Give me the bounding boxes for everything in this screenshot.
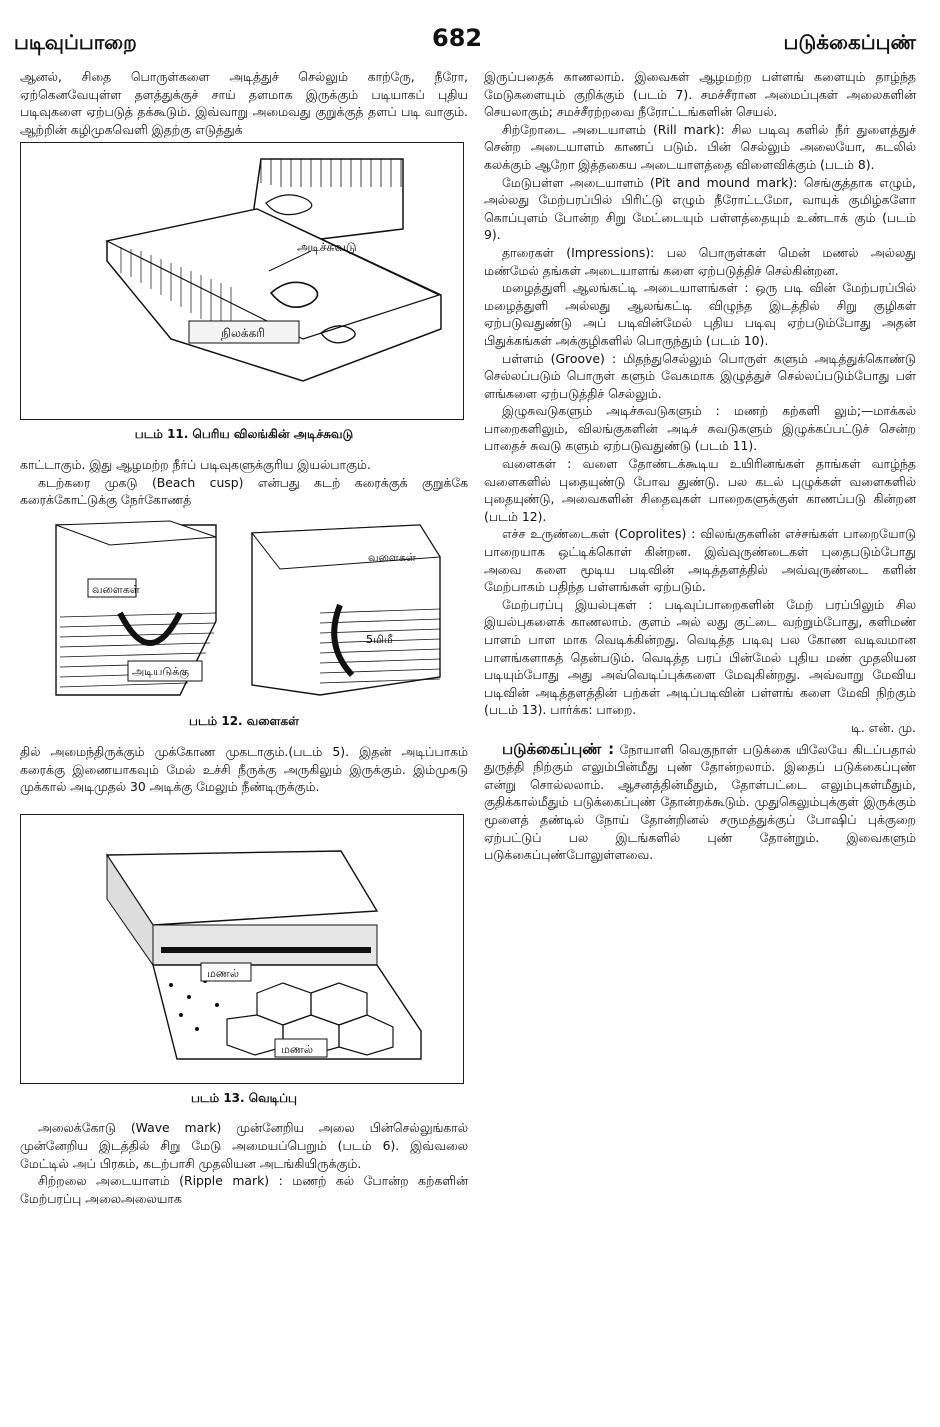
paragraph: மேடுபள்ள அடையாளம் (Pit and mound mark): செங்குத்தாக எழும், அல்லது மேற்பரப்பில் பிரிட்டு எழும் நீரோட்டமோ, வாயுக் குமிழ்களோ கொப்புளம் போன்ற சிறு மேட்டையும் பள்ளத்தையும் உண்டாக் கும் (படம் 9). [484,174,916,243]
paragraph: பள்ளம் (Groove) : மிதந்துசெல்லும் பொருள் களும் அடித்துக்கொண்டு செல்லப்படும் பொருள் களும் வேகமாக இழுத்துச் செல்லப்படும்போது பள் ளங்களை ஏற்படுத்திச் செல்லும். [484,350,916,401]
paragraph: சிற்றோடை அடையாளம் (Rill mark): சில படிவு களில் நீர் துளைத்துச் சென்ற அடையாளம் காணப் படும். பின் செல்லும் அலையோ, கடலில் கலக்கும் ஆறோ இத்தகைய அடையாளத்தை விளைவிக்கும் (படம் 8). [484,121,916,172]
paragraph: மேற்பரப்பு இயல்புகள் : படிவுப்பாறைகளின் மேற் பரப்பிலும் சில இயல்புகளைக் காணலாம். குளம் அல் லது குட்டை வற்றும்போது, களிமண் பாளம் பாள மாக வெடிக்கின்றது. வெடித்த படிவு பல கோண வடிவமான பாளங்களாகத் தென்படும். வெடித்த பரப் பின்மேல் புதிய மண் முதலியன படியும்போது அது அவ்வெடிப்புக்களை மேவுகின்றது. அவ்வாறு மேவிய படிவின் அடித்தளத்தின் பற்கள் அடிப்படிவின் பள்ளங் களை மேவி நிற்கும் (படம் 13). பார்க்க: பாறை. [484,596,916,718]
figure-11 [20,142,468,444]
right-column [484,68,916,864]
running-head-right: படுக்கைப்புண் [783,30,916,54]
mudcrack-illustration [21,815,463,1083]
figure-12-label-surface: 5மிமீ [366,632,393,646]
paragraph: காட்டாகும். இது ஆழமற்ற நீர்ப் படிவுகளுக்குரிய இயல்பாகும். [20,456,371,472]
author-signature: டி. என். மு. [851,719,916,735]
paragraph: இருப்பதைக் காணலாம். இவைகள் ஆழமற்ற பள்ளங் களையும் தாழ்ந்த மேடுகளையும் குறிக்கும் (படம் 7). சமச்சீரான அமைப்புகள் அலைகளின் செயலாகும்; சமச்சீரற்றவை நீரோட்டங்களின் செயல். [484,69,916,120]
figure-13-label-sand-top: மணல் [207,966,239,980]
paragraph: சிற்றலை அடையாளம் (Ripple mark) : மணற் கல் போன்ற கற்களின் மேற்பரப்பு அலைஅலையாக [20,1173,468,1206]
figure-13-caption: படம் 13. வெடிப்பு [191,1090,297,1105]
paragraph: தில் அமைந்திருக்கும் முக்கோண முகடாகும்.(படம் 5). இதன் அடிப்பாகம் கரைக்கு இணையாகவும் மேல் உச்சி நீருக்கு அருகிலும் இருக்கும். இம்முகடு முக்கால் அடிமுதல் 30 அடிக்கு மேலும் நீண்டிருக்கும். [20,743,468,795]
figure-12-label-burrows-a: வளைகள் [92,582,140,596]
paragraph: தாரைகள் (Impressions): பல பொருள்கள் மென் மணல் அல்லது மண்மேல் தங்கள் அடையாளங் களை ஏற்படுத்திச் செல்கின்றன. [484,244,916,278]
left-column [20,68,468,1207]
page-header [0,24,940,64]
figure-13-label-sand-bottom: மணல் [281,1042,313,1056]
figure-12-caption: படம் 12. வளைகள் [189,714,299,729]
paragraph: கடற்கரை முகடு (Beach cusp) என்பது கடற் கரைக்குக் குறுக்கே கரைக்கோட்டுக்கு நேர்கோணத் [20,474,468,508]
figure-11-caption: படம் 11. பெரிய விலங்கின் அடிச்சுவடு [134,427,354,442]
footprint-illustration [21,143,463,419]
paragraph: எச்ச உருண்டைகள் (Coprolites) : விலங்குகளின் எச்சங்கள் பாறையோடு பாறையாக ஒட்டிக்கொள் கின்றன. இவ்வுருண்டைகள் புதைபடும்போது அவை களை மூடிய படிவின் அடித்தளத்தில் அவ்வுருண்டை களின் மேற்பாகம் பதிந்த பள்ளங்கள் ஏற்படும். [484,526,916,595]
figure-12-label-layers: அடியடுக்கு [132,664,189,678]
figure-12 [20,517,468,731]
figure-11-label-coal: நிலக்கரி [221,326,265,341]
running-head-left: படிவுப்பாறை [14,30,137,54]
entry-bedsore [484,741,916,864]
paragraph: மழைத்துளி ஆலங்கட்டி அடையாளங்கள் : ஒரு படி வின் மேற்பரப்பில் மழைத்துளி அல்லது ஆலங்கட்டி விழுந்த இடத்தில் சிறு குழிகள் ஏற்படுவதுண்டு அப் படிவின்மேல் புதிய படிவு ஏற்படும்போது அதன் பிதுக்கங்கள் அக்குழிகளில் பொருந்தும் (படம் 10). [484,280,916,348]
burrows-illustration [20,517,468,703]
paragraph: வளைகள் : வளை தோண்டக்கூடிய உயிரினங்கள் தாங்கள் வாழ்ந்த வளைகளில் புதையுண்டு போவ துண்டு. பல கடல் புழுக்கள் வளைகளில் புதையுண்டு, அவைகளின் சிதைவுகள் பாறைகளுக்குள் காணப்படு கின்றன (படம் 12). [484,456,916,524]
figure-11-frame [20,142,464,420]
entry-headword: படுக்கைப்புண் : [502,739,615,758]
figure-12-label-burrows-b: வளைகள் [368,550,416,564]
page-number: 682 [432,24,483,52]
entry-body: நோயாளி வெகுநாள் படுக்கை யிலேயே கிடப்பதால் துருத்தி நிற்கும் எலும்பின்மீது புண் தோன்றலாம். இதைப் படுக்கைப்புண் என்று சொல்லலாம். ஆசனத்தின்மீதும், தோள்பட்டை எலும்புகள்மீதும், குதிக்கால்மீதும் படுக்கைப்புண் தோன்றக்கூடும். முதுகெலும்புக்குள் இருக்கும் மூளைத் தண்டில் நோய் தோன்றினல் சருமத்துக்குப் போஷிப் புக்குறை ஏற்பட்டுப் பல இடங்களில் புண் தோன்றும். இவைகளும் படுக்கைப்புண்போலுள்ளவை. [484,741,916,863]
figure-13-frame [20,814,464,1084]
figure-11-label-footprint: அடிச்சுவடு [297,240,357,255]
paragraph: இழுசுவடுகளும் அடிச்சுவடுகளும் : மணற் கற்களி லும்;—மாக்கல் பாறைகளிலும், விலங்குகளின் அடிச் சுவடுகளும் இழுக்கப்பட்டுச் சென்ற பாதைச் சுவடு களும் ஏற்படுவதுண்டு (படம் 11). [484,403,916,454]
paragraph: அலைக்கோடு (Wave mark) முன்னேறிய அலை பின்செல்லுங்கால் முன்னேறிய இடத்தில் சிறு மேடு அமையப்பெறும் (படம் 6). இவ்வலை மேட்டில் அப் பிரகம், கடற்பாசி முதலியன அடங்கியிருக்கும். [20,1120,468,1171]
paragraph: ஆனல், சிதை பொருள்களை அடித்துச் செல்லும் காற்ருே, நீரோ, ஏற்கெனவேயுள்ள தளத்துக்குச் சாய் தளமாக இருக்கும் படியாகப் புதிய படிவுகளை ஏற்படுத் தக்கூடும். இவ்வாறு அமைவது குறுக்குத் தளப் படி வாகும். ஆற்றின் கழிமுகவெளி இதற்கு எடுத்துக் [20,69,468,137]
figure-13 [20,814,468,1108]
